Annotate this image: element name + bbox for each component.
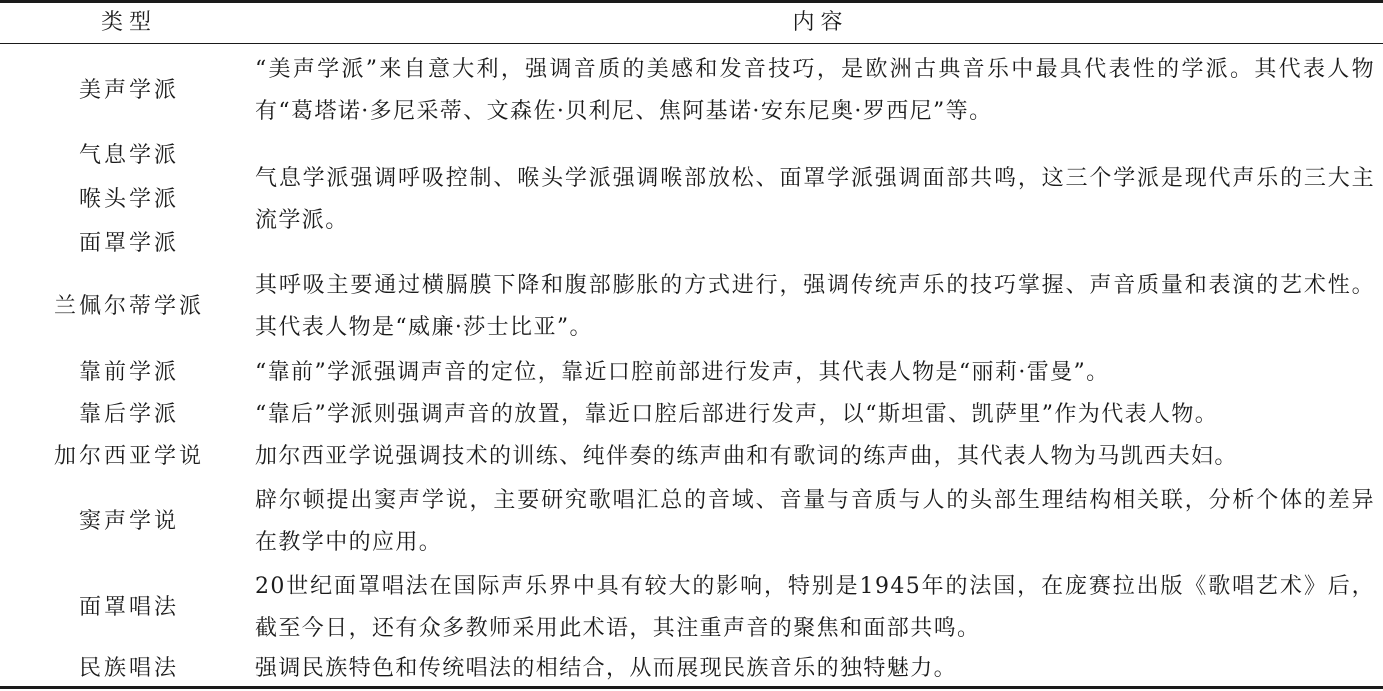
table-row (0, 48, 1383, 134)
type-cell (0, 436, 258, 478)
type-cell (0, 135, 258, 264)
content-text: 气息学派强调呼吸控制、喉头学派强调喉部放松、面罩学派强调面部共鸣，这三个学派是现代声乐的三大主流学派。 (255, 165, 1375, 233)
type-cell (0, 48, 258, 134)
table-row (0, 436, 1383, 478)
table-row (0, 394, 1383, 436)
table-header-rule (0, 43, 1383, 44)
content-text: 其呼吸主要通过横膈膜下降和腹部膨胀的方式进行，强调传统声乐的技巧掌握、声音质量和表演的艺术性。其代表人物是“威廉·莎士比亚”。 (255, 273, 1375, 340)
table-row (0, 565, 1383, 651)
content-cell (255, 479, 1375, 565)
content-text: “靠后”学派则强调声音的放置，靠近口腔后部进行发声，以“斯坦雷、凯萨里”作为代表人物。 (255, 402, 1219, 427)
type-label: 兰佩尔蒂学派 (53, 294, 204, 319)
table-row (0, 264, 1383, 350)
content-cell (255, 48, 1375, 134)
type-label: 面罩学派 (78, 230, 179, 256)
type-cell (0, 650, 258, 688)
content-text: “靠前”学派强调声音的定位，靠近口腔前部进行发声，其代表人物是“丽莉·雷曼”。 (255, 360, 1110, 385)
type-cell (0, 394, 258, 436)
type-cell (0, 565, 258, 651)
table-row (0, 352, 1383, 394)
table-row (0, 135, 1383, 264)
type-label: 加尔西亚学说 (53, 444, 204, 469)
type-cell (0, 479, 258, 565)
table-row (0, 479, 1383, 565)
content-cell (255, 436, 1375, 478)
type-cell (0, 264, 258, 350)
content-cell (255, 264, 1375, 350)
content-text: 强调民族特色和传统唱法的相结合，从而展现民族音乐的独特魅力。 (255, 656, 958, 681)
content-cell (255, 352, 1375, 394)
table-top-rule (0, 0, 1383, 3)
type-label: 气息学派 (78, 142, 179, 168)
type-label: 窦声学说 (78, 509, 179, 534)
content-cell (255, 565, 1375, 651)
type-label: 靠前学派 (78, 360, 179, 385)
table-bottom-rule (0, 686, 1383, 689)
content-text: 20世纪面罩唱法在国际声乐界中具有较大的影响，特别是1945年的法国，在庞赛拉出版《歌唱艺术》后，截至今日，还有众多教师采用此术语，其注重声音的聚焦和面部共鸣。 (255, 574, 1375, 641)
type-label: 民族唱法 (78, 656, 179, 681)
type-label: 美声学派 (78, 78, 179, 103)
content-text: 辟尔顿提出窦声学说，主要研究歌唱汇总的音域、音量与音质与人的头部生理结构相关联，分析个体的差异在教学中的应用。 (255, 488, 1375, 555)
table-row (0, 650, 1383, 688)
content-text: 加尔西亚学说强调技术的训练、纯伴奏的练声曲和有歌词的练声曲，其代表人物为马凯西夫妇。 (255, 444, 1238, 469)
header-type: 类型 (100, 10, 157, 35)
content-text: “美声学派”来自意大利，强调音质的美感和发音技巧，是欧洲古典音乐中最具代表性的学派。其代表人物有“葛塔诺·多尼采蒂、文森佐·贝利尼、焦阿基诺·安东尼奥·罗西尼”等。 (255, 57, 1375, 124)
type-label: 靠后学派 (78, 402, 179, 427)
type-label: 面罩唱法 (78, 595, 179, 620)
content-cell (255, 135, 1375, 264)
content-cell (255, 394, 1375, 436)
header-content: 内容 (792, 10, 849, 35)
type-cell (0, 352, 258, 394)
content-cell (255, 650, 1375, 688)
type-label: 喉头学派 (78, 186, 179, 212)
